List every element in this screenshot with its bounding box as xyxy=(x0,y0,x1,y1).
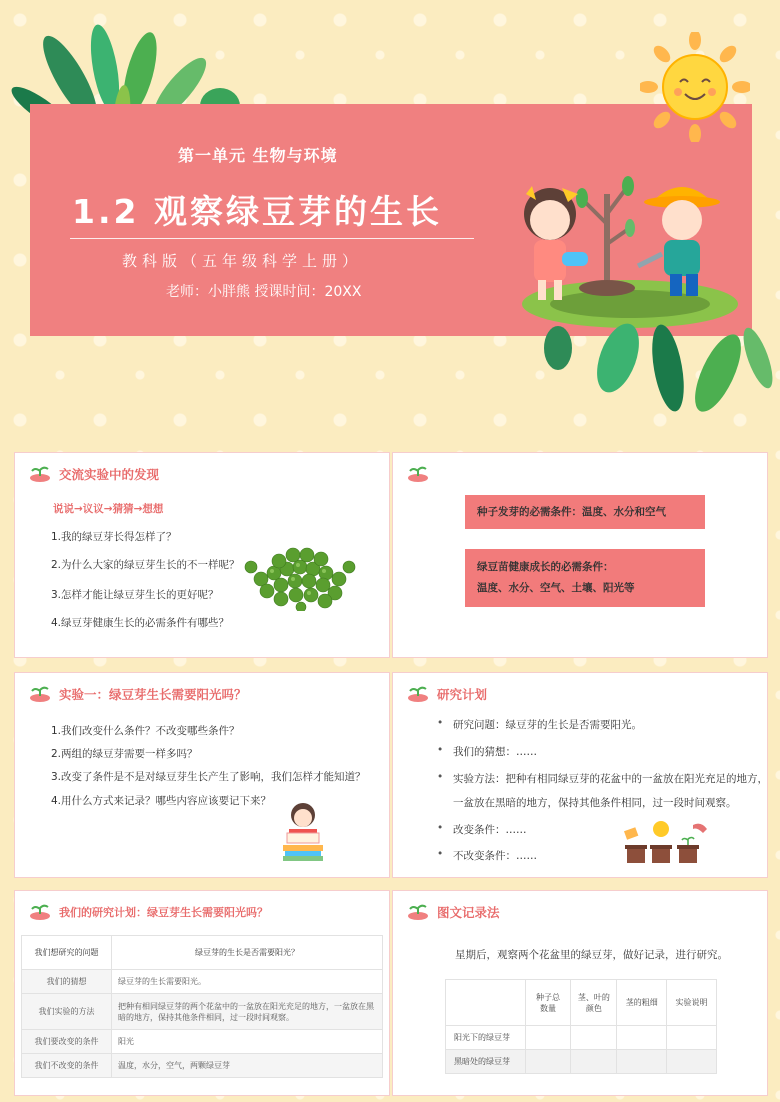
girl-reading-icon xyxy=(275,799,331,863)
panel-title: 交流实验中的发现 xyxy=(59,467,160,482)
question-item: 2.两组的绿豆芽需要一样多吗？ xyxy=(51,748,198,760)
panel-title: 图文记录法 xyxy=(437,905,500,920)
panel-header xyxy=(29,901,268,923)
panel-discovery xyxy=(14,452,390,658)
table-cell: 阳光 xyxy=(112,1030,383,1054)
question-item: 1.我的绿豆芽长得怎样了？ xyxy=(51,531,177,543)
question-item: 3.改变了条件是不是对绿豆芽生长产生了影响，我们怎样才能知道？ xyxy=(51,771,366,783)
plan-item: • 实验方法：把种有相同绿豆芽的花盆中的一盆放在阳光充足的地方， xyxy=(453,771,768,786)
table-cell: 我们想研究的问题 xyxy=(22,936,112,970)
question-item: 3.怎样才能让绿豆芽生长的更好呢？ xyxy=(51,589,219,601)
sprout-pot-icon xyxy=(407,465,429,483)
table-cell: 绿豆芽的生长需要阳光。 xyxy=(112,970,383,994)
plan-item: • 不改变条件：…… xyxy=(453,848,537,863)
sprout-pot-icon xyxy=(407,685,429,703)
leaves-decoration-icon xyxy=(528,318,780,426)
research-plan-table xyxy=(21,935,383,1078)
panel-title: 实验一：绿豆芽生长需要阳光吗？ xyxy=(59,687,247,702)
table-cell[interactable] xyxy=(617,1026,667,1050)
table-row xyxy=(22,936,383,970)
panel-header xyxy=(407,683,487,705)
plan-item: • 我们的猜想：…… xyxy=(453,744,537,759)
edition-label: 教科版（五年级科学上册） xyxy=(122,252,363,270)
panel-header xyxy=(407,901,500,923)
table-cell: 我们不改变的条件 xyxy=(22,1054,112,1078)
sprout-pot-icon xyxy=(407,903,429,921)
panel-title: 研究计划 xyxy=(437,687,488,702)
table-cell[interactable] xyxy=(571,1050,617,1074)
panel-record-method xyxy=(392,890,768,1096)
table-cell[interactable] xyxy=(617,1050,667,1074)
question-item: 1.我们改变什么条件？不改变哪些条件？ xyxy=(51,725,240,737)
unit-title: 第一单元 生物与环境 xyxy=(178,146,338,165)
table-cell: 绿豆芽的生长是否需要阳光？ xyxy=(112,936,383,970)
table-row xyxy=(446,1026,717,1050)
page-title: 1.2 观察绿豆芽的生长 xyxy=(72,192,442,231)
table-cell[interactable] xyxy=(525,1026,571,1050)
plan-item: • 改变条件：…… xyxy=(453,822,527,837)
table-cell: 我们要改变的条件 xyxy=(22,1030,112,1054)
sprout-pot-icon xyxy=(29,903,51,921)
table-header-cell: 实验说明 xyxy=(667,980,717,1026)
growth-conditions-heading: 绿豆苗健康成长的必需条件： xyxy=(477,561,614,573)
record-instructions: 星期后，观察两个花盆里的绿豆芽，做好记录，进行研究。 xyxy=(455,949,728,961)
table-header-cell: 种子总数量 xyxy=(525,980,571,1026)
sprout-pot-icon xyxy=(29,465,51,483)
sun-icon xyxy=(640,32,750,142)
panel-experiment-one xyxy=(14,672,390,878)
panel-conditions xyxy=(392,452,768,658)
question-item: 4.绿豆芽健康生长的必需条件有哪些？ xyxy=(51,617,230,629)
table-cell: 阳光下的绿豆芽 xyxy=(446,1026,526,1050)
table-row xyxy=(22,1054,383,1078)
table-row xyxy=(22,1030,383,1054)
table-row xyxy=(22,970,383,994)
teacher-info: 老师：小胖熊 授课时间：20XX xyxy=(166,284,362,300)
table-cell[interactable] xyxy=(667,1050,717,1074)
table-cell[interactable] xyxy=(571,1026,617,1050)
table-header-cell xyxy=(446,980,526,1026)
observation-record-table xyxy=(445,979,717,1074)
table-cell: 把种有相同绿豆芽的两个花盆中的一盆放在阳光充足的地方，一盆放在黑暗的地方，保持其他条件相同，过一段时间观察。 xyxy=(112,994,383,1030)
panel-title: 我们的研究计划：绿豆芽生长需要阳光吗？ xyxy=(59,906,268,919)
title-slide xyxy=(0,0,780,438)
growth-conditions-box xyxy=(465,549,705,607)
table-cell: 我们的猜想 xyxy=(22,970,112,994)
panel-header xyxy=(29,463,159,485)
title-divider xyxy=(70,238,474,239)
table-header-cell: 茎、叶的颜色 xyxy=(571,980,617,1026)
table-cell: 温度，水分，空气，两颗绿豆芽 xyxy=(112,1054,383,1078)
table-row xyxy=(446,1050,717,1074)
germination-conditions-text: 种子发芽的必需条件：温度、水分和空气 xyxy=(477,506,666,518)
table-header-cell: 茎的粗细 xyxy=(617,980,667,1026)
table-header-row xyxy=(446,980,717,1026)
panel-header xyxy=(407,463,437,485)
kids-planting-tree-illustration xyxy=(512,154,740,332)
mung-beans-image xyxy=(241,539,361,611)
sprout-pot-icon xyxy=(29,685,51,703)
table-cell: 黑暗处的绿豆芽 xyxy=(446,1050,526,1074)
plant-pots-icon xyxy=(623,817,713,867)
question-item: 2.为什么大家的绿豆芽生长的不一样呢？ xyxy=(51,559,240,571)
panel-plan-table xyxy=(14,890,390,1096)
question-item: 4.用什么方式来记录？哪些内容应该要记下来？ xyxy=(51,795,272,807)
plan-item: • 研究问题：绿豆芽的生长是否需要阳光。 xyxy=(453,717,642,732)
table-cell: 我们实验的方法 xyxy=(22,994,112,1030)
panel-header xyxy=(29,683,247,705)
table-cell[interactable] xyxy=(525,1050,571,1074)
germination-conditions-box xyxy=(465,495,705,529)
discussion-steps: 说说→议议→猜猜→想想 xyxy=(53,503,164,515)
panel-research-plan xyxy=(392,672,768,878)
table-row xyxy=(22,994,383,1030)
plan-item-continued: 一盆放在黑暗的地方，保持其他条件相同，过一段时间观察。 xyxy=(453,797,737,809)
table-cell[interactable] xyxy=(667,1026,717,1050)
growth-conditions-list: 温度、水分、空气、土壤、阳光等 xyxy=(477,582,635,594)
